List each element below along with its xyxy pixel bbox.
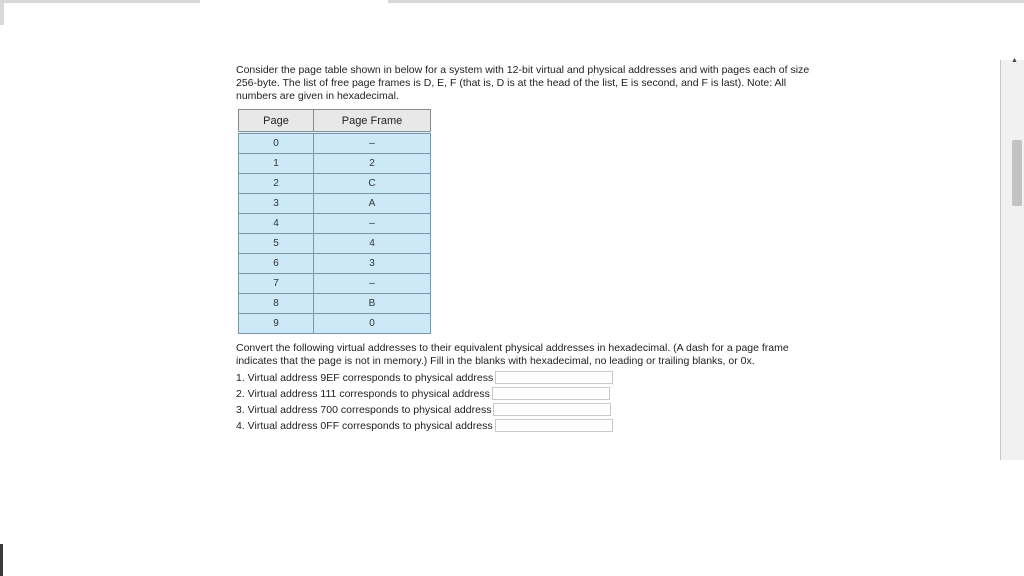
question-item-2: [236, 387, 610, 400]
scrollbar-divider: [1000, 60, 1001, 460]
frame-cell: 2: [314, 154, 431, 174]
page-cell: 1: [239, 154, 314, 174]
page-column-header: Page: [239, 110, 314, 133]
frame-cell: 0: [314, 314, 431, 334]
page-frame-column-header: Page Frame: [314, 110, 431, 133]
page-cell: 8: [239, 294, 314, 314]
browser-top-bar: [0, 0, 1024, 26]
question-label-1: 1. Virtual address 9EF corresponds to physical address: [236, 371, 494, 384]
instructions-text: Convert the following virtual addresses to their equivalent physical addresses in hexadecimal. (A dash for a page frame indicates that the page is not in memory.) Fill in the blanks with hexadecimal, no leading or trailing blanks, or 0x.: [236, 342, 789, 367]
answer-input-2[interactable]: [492, 387, 610, 400]
table-row: [239, 214, 431, 234]
question-item-1: [236, 371, 613, 384]
table-row: [239, 133, 431, 154]
vertical-scrollbar[interactable]: [1000, 60, 1024, 460]
answer-input-4[interactable]: [495, 419, 613, 432]
frame-cell: –: [314, 274, 431, 294]
question-label-3: 3. Virtual address 700 corresponds to physical address: [236, 403, 492, 416]
table-row: [239, 174, 431, 194]
page-cell: 6: [239, 254, 314, 274]
frame-cell: –: [314, 133, 431, 154]
frame-cell: C: [314, 174, 431, 194]
question-intro: Consider the page table shown in below for a system with 12-bit virtual and physical addresses and with pages each of size 256-byte. The list of free page frames is D, E, F (that is, D is at the head of the list, E is second, and F is last). Note: All numbers are given in hexadecimal.: [236, 64, 810, 102]
table-row: [239, 154, 431, 174]
scroll-up-arrow-icon[interactable]: ▲: [1011, 57, 1018, 64]
scrollbar-thumb[interactable]: [1012, 140, 1022, 206]
page-cell: 5: [239, 234, 314, 254]
page-cell: 7: [239, 274, 314, 294]
frame-cell: A: [314, 194, 431, 214]
page-cell: 0: [239, 133, 314, 154]
page-table: [238, 109, 431, 334]
table-row: [239, 294, 431, 314]
question-item-4: [236, 419, 613, 432]
page-cell: 2: [239, 174, 314, 194]
tab-strip-left: [0, 0, 200, 3]
frame-edge-dark: [0, 544, 3, 576]
answer-input-3[interactable]: [493, 403, 611, 416]
frame-edge: [0, 3, 4, 25]
question-content: [236, 64, 816, 102]
table-row: [239, 254, 431, 274]
page-cell: 9: [239, 314, 314, 334]
frame-cell: –: [314, 214, 431, 234]
table-row: [239, 234, 431, 254]
page-cell: 4: [239, 214, 314, 234]
frame-cell: 4: [314, 234, 431, 254]
question-label-2: 2. Virtual address 111 corresponds to physical address: [236, 387, 490, 400]
tab-strip-right: [388, 0, 1024, 3]
frame-cell: 3: [314, 254, 431, 274]
table-row: [239, 314, 431, 334]
table-row: [239, 194, 431, 214]
frame-cell: B: [314, 294, 431, 314]
question-item-3: [236, 403, 611, 416]
page-cell: 3: [239, 194, 314, 214]
question-label-4: 4. Virtual address 0FF corresponds to physical address: [236, 419, 493, 432]
answer-input-1[interactable]: [495, 371, 613, 384]
table-row: [239, 274, 431, 294]
